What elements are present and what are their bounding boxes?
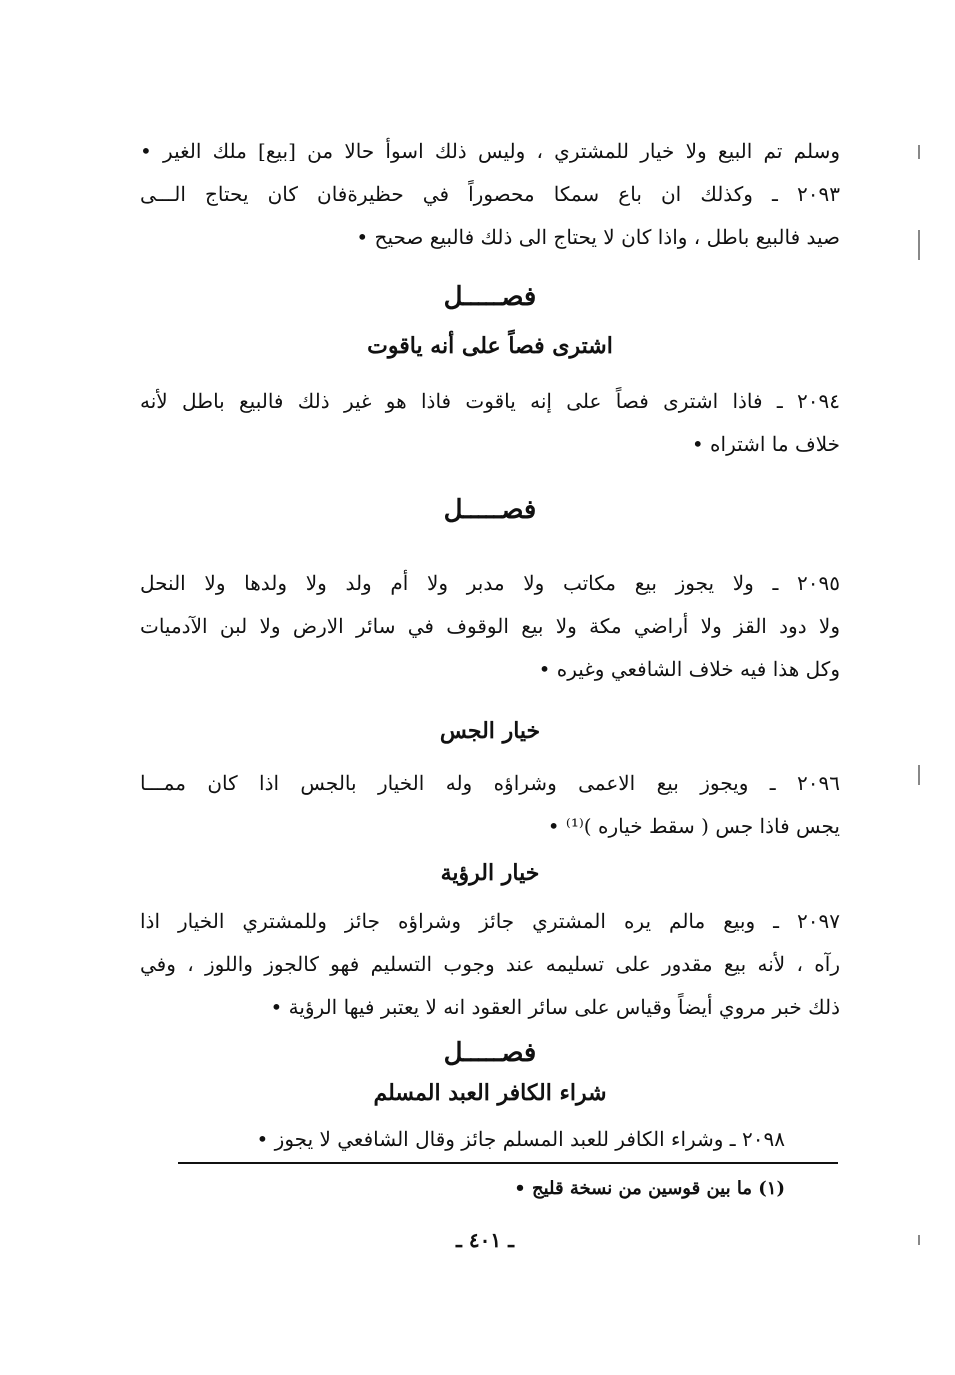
text-line: ولا دود القز ولا أراضي مكة ولا بيع الوقوف في سائر الارض ولا لبن الآدميات <box>140 614 840 638</box>
text-line: ٢٠٩٨ ـ وشراء الكافر للعبد المسلم جائز وقال الشافعي لا يجوز • <box>256 1127 785 1151</box>
text-line: وسلم تم البيع ولا خيار للمشتري ، وليس ذلك اسوأ حالا من [بيع] ملك الغير • <box>140 139 840 163</box>
section-title: خيار الرؤية <box>440 860 540 886</box>
paragraph-2097 <box>140 900 840 1029</box>
paragraph-2093 <box>140 130 840 259</box>
section-heading-fasl: فصـــــل <box>443 495 537 525</box>
paragraph-2096 <box>140 762 840 848</box>
paragraph-2098 <box>220 1118 785 1161</box>
text-line: ٢٠٩٦ ـ ويجوز بيع الاعمى وشراؤه وله الخيار بالجس اذا كان ممـــا <box>140 771 840 795</box>
section-title: شراء الكافر العبد المسلم <box>373 1080 607 1106</box>
paragraph-2095 <box>140 562 840 691</box>
scan-mark <box>918 145 920 159</box>
section-heading-fasl: فصـــــل <box>443 1038 537 1068</box>
text-line: ٢٠٩٥ ـ ولا يجوز بيع مكاتب ولا مدبر ولا أم ولد ولا ولدها ولا النحل <box>140 571 840 595</box>
text-line: صيد فالبيع باطل ، واذا كان لا يحتاج الى ذلك فالبيع صحيح • <box>356 225 840 249</box>
text-line: ذلك خبر مروي أيضاً وقياس على سائر العقود انه لا يعتبر فيها الرؤية • <box>270 995 840 1019</box>
text-line: رآه ، لأنه بيع مقدور على تسليمه عند وجوب التسليم فهو كالجوز واللوز ، وفي <box>140 952 840 976</box>
text-line: يجس فاذا جس ( سقط خياره )⁽¹⁾ • <box>547 814 840 838</box>
text-line: ٢٠٩٤ ـ فاذا اشترى فصاً على إنه ياقوت فاذا هو غير ذلك فالبيع باطل لأنه <box>140 389 840 413</box>
scan-mark <box>918 230 920 260</box>
text-line: ٢٠٩٣ ـ وكذلك ان باع سمكا محصوراً في حظيرةفان كان يحتاج الـــى <box>140 182 840 206</box>
text-line: خلاف ما اشتراه • <box>691 432 840 456</box>
footnote-divider <box>178 1162 838 1164</box>
scan-mark <box>918 1235 920 1245</box>
section-title: اشترى فصاً على أنه ياقوت <box>367 333 613 359</box>
text-line: وكل هذا فيه خلاف الشافعي وغيره • <box>538 657 840 681</box>
section-heading-fasl: فصـــــل <box>443 282 537 312</box>
scan-mark <box>918 765 920 785</box>
paragraph-2094 <box>140 380 840 466</box>
section-title: خيار الجس <box>439 718 541 744</box>
text-line: ٢٠٩٧ ـ وبيع مالم يره المشتري جائز وشراؤه جائز وللمشتري الخيار اذا <box>140 909 840 933</box>
footnote: (١) ما بين قوسين من نسخة قليج • <box>514 1178 785 1199</box>
page-number: ـ ٤٠١ ـ <box>456 1228 514 1252</box>
